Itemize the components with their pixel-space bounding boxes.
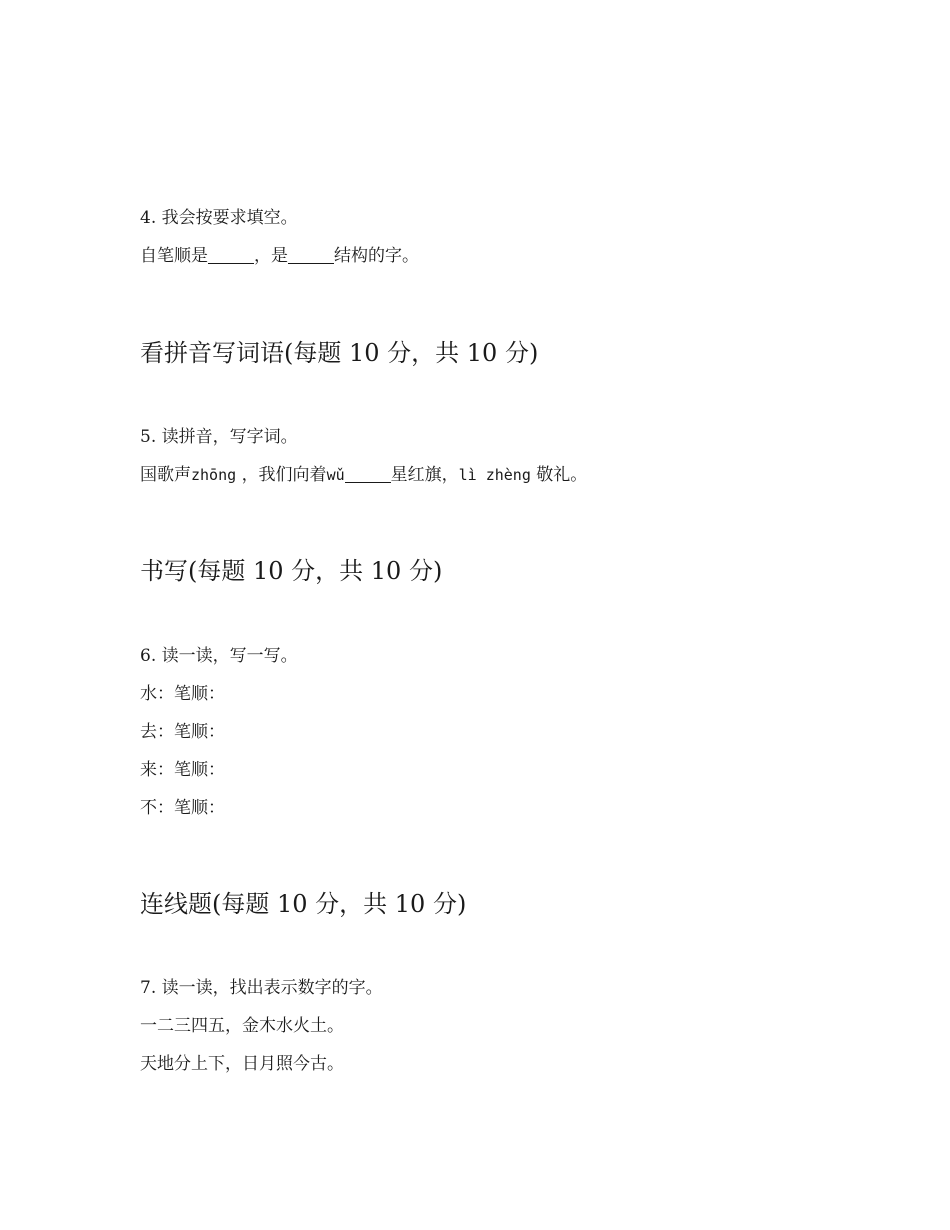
pinyin-prompt: lì zhèng: [458, 466, 531, 484]
pinyin-prompt: zhōng: [191, 466, 237, 484]
q5-text-2: ，我们向着: [241, 465, 327, 485]
question-5-sentence: [140, 464, 587, 486]
question-7-title: 7. 读一读，找出表示数字的字。: [140, 978, 383, 998]
stroke-order-row: 水：笔顺：: [140, 684, 225, 704]
q5-text-3: 星红旗，: [390, 465, 459, 485]
question-4-title: 4. 我会按要求填空。: [140, 208, 298, 228]
answer-blank[interactable]: [345, 466, 391, 483]
question-5-title: 5. 读拼音，写字词。: [140, 427, 298, 447]
verse-line: 一二三四五，金木水火土。: [140, 1016, 344, 1036]
stroke-order-row: 去：笔顺：: [140, 722, 225, 742]
answer-blank[interactable]: [288, 247, 334, 264]
section-heading-matching: 连线题(每题 10 分，共 10 分): [140, 890, 467, 918]
section-heading-writing: 书写(每题 10 分，共 10 分): [140, 557, 443, 585]
verse-line: 天地分上下，日月照今古。: [140, 1054, 344, 1074]
q5-text-1: 国歌声: [140, 465, 191, 485]
question-6-title: 6. 读一读，写一写。: [140, 646, 298, 666]
question-4-fill-line: [140, 245, 419, 267]
q5-text-4: 敬礼。: [536, 465, 588, 485]
q4-text-1: 自笔顺是: [140, 246, 208, 266]
section-heading-pinyin: 看拼音写词语(每题 10 分，共 10 分): [140, 339, 539, 367]
stroke-order-row: 来：笔顺：: [140, 760, 225, 780]
q4-text-2: ，是: [254, 246, 288, 266]
stroke-order-row: 不：笔顺：: [140, 798, 225, 818]
answer-blank[interactable]: [208, 247, 254, 264]
q4-text-3: 结构的字。: [334, 246, 419, 266]
pinyin-prompt: wǔ: [326, 466, 345, 484]
